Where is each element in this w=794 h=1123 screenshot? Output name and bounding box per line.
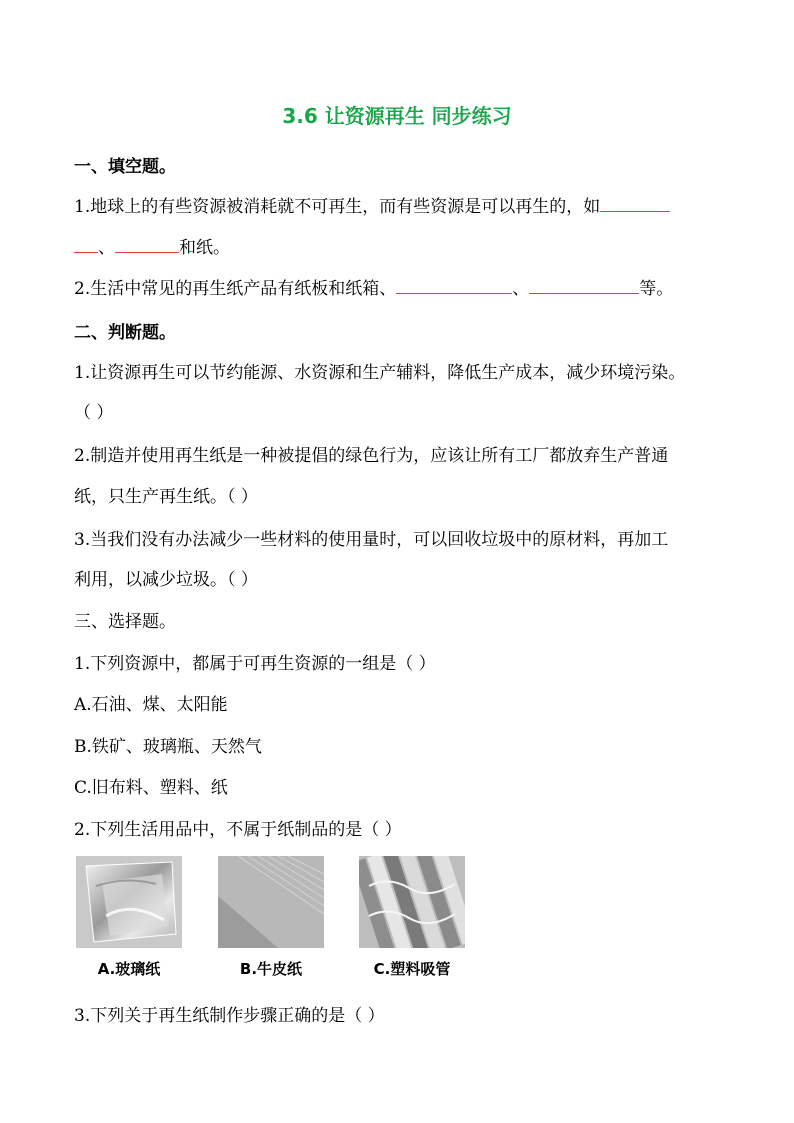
fill-q1-text: 1.地球上的有些资源被消耗就不可再生，而有些资源是可以再生的，如 — [74, 197, 601, 217]
fill-q2-sep: 、 — [512, 279, 530, 299]
judge-q2-line1: 2.制造并使用再生纸是一种被提倡的绿色行为，应该让所有工厂都放弃生产普通 — [74, 446, 669, 466]
plastic-straws-image[interactable] — [359, 856, 465, 948]
fill-q2-end: 等。 — [639, 279, 674, 299]
judge-q2-line2: 纸，只生产再生纸。（ ） — [74, 487, 258, 507]
choice-q2: 2.下列生活用品中，不属于纸制品的是（ ） — [74, 820, 402, 840]
caption-a: A.玻璃纸 — [97, 960, 161, 978]
fill-blank-3[interactable] — [396, 276, 512, 294]
judge-q1-answer[interactable]: （ ） — [74, 403, 114, 423]
judge-q1-line1: 1.让资源再生可以节约能源、水资源和生产辅料，降低生产成本，减少环境污染。 — [74, 363, 686, 383]
choice-q3: 3.下列关于再生纸制作步骤正确的是（ ） — [74, 1006, 385, 1026]
kraft-paper-image[interactable] — [218, 856, 324, 948]
fill-question-1-line1 — [74, 192, 670, 217]
fill-question-2 — [74, 274, 673, 299]
choice-q1-option-a[interactable]: A.石油、煤、太阳能 — [74, 695, 228, 715]
fill-blank-4[interactable] — [529, 276, 639, 294]
caption-b: B.牛皮纸 — [239, 960, 303, 978]
choice-q1-option-c[interactable]: C.旧布料、塑料、纸 — [74, 778, 228, 798]
choice-q1: 1.下列资源中，都属于可再生资源的一组是（ ） — [74, 654, 436, 674]
caption-c: C.塑料吸管 — [373, 960, 451, 978]
section-heading-choice: 三、选择题。 — [74, 612, 176, 632]
section-heading-judge: 二、判断题。 — [74, 323, 176, 343]
section-heading-fill: 一、填空题。 — [74, 157, 176, 177]
fill-blank-2[interactable] — [115, 235, 179, 253]
cellophane-image[interactable] — [76, 856, 182, 948]
page-title: 3.6 让资源再生 同步练习 — [282, 104, 512, 128]
fill-question-1-line2 — [74, 233, 230, 258]
judge-q3-line1: 3.当我们没有办法减少一些材料的使用量时，可以回收垃圾中的原材料，再加工 — [74, 530, 669, 550]
choice-q1-option-b[interactable]: B.铁矿、玻璃瓶、天然气 — [74, 737, 262, 757]
fill-q2-text: 2.生活中常见的再生纸产品有纸板和纸箱、 — [74, 279, 397, 299]
fill-q1-sep: 、 — [98, 238, 115, 258]
fill-blank-1-cont[interactable] — [74, 235, 98, 253]
fill-q1-end: 和纸。 — [179, 238, 230, 258]
judge-q3-line2: 利用，以减少垃圾。（ ） — [74, 570, 258, 590]
fill-blank-1[interactable] — [600, 194, 670, 212]
